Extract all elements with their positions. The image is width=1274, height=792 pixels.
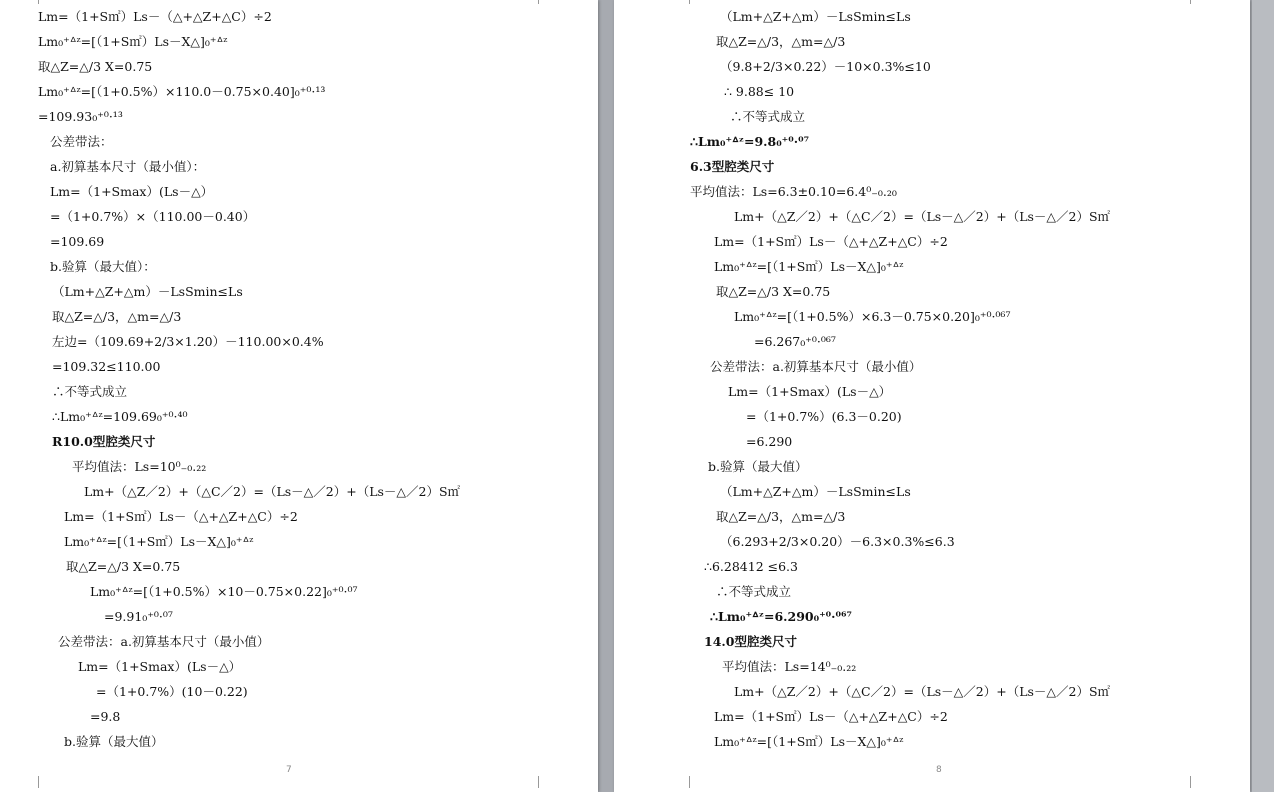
text-line: =109.69 bbox=[50, 234, 105, 249]
text-line: ∴6.28412 ≤6.3 bbox=[704, 559, 798, 574]
page-corner-mark bbox=[38, 0, 39, 4]
text-line: ∴Lm₀⁺ᐞᶻ=109.69₀⁺⁰·⁴⁰ bbox=[52, 409, 188, 424]
text-line: Lm=（1+Smax）(Ls－△） bbox=[728, 384, 892, 399]
page-number: 7 bbox=[286, 765, 292, 775]
text-line: 公差带法： bbox=[50, 134, 113, 149]
text-line: Lm+（△Z／2）+（△C／2）=（Ls－△／2）+（Ls－△／2）S㎡ bbox=[734, 209, 1111, 224]
text-line: =9.91₀⁺⁰·⁰⁷ bbox=[104, 609, 173, 624]
text-line: =6.267₀⁺⁰·⁰⁶⁷ bbox=[754, 334, 836, 349]
text-line: （Lm+△Z+△m）－LsSmin≤Ls bbox=[52, 284, 243, 299]
window-edge bbox=[1252, 0, 1274, 792]
page-corner-mark bbox=[538, 776, 539, 788]
text-line: =（1+0.7%）(6.3－0.20) bbox=[746, 409, 902, 424]
text-line: （9.8+2/3×0.22）－10×0.3%≤10 bbox=[720, 59, 931, 74]
text-line: Lm₀⁺ᐞᶻ=[（1+0.5%）×6.3－0.75×0.20]₀⁺⁰·⁰⁶⁷ bbox=[734, 309, 1011, 324]
text-line: 平均值法：Ls=6.3±0.10=6.4⁰₋₀.₂₀ bbox=[690, 184, 897, 199]
text-line: 公差带法：a.初算基本尺寸（最小值） bbox=[710, 359, 922, 374]
text-line: ∴不等式成立 bbox=[730, 109, 806, 124]
text-line: ∴不等式成立 bbox=[716, 584, 792, 599]
text-line: Lm=（1+S㎡）Ls－（△+△Z+△C）÷2 bbox=[714, 234, 948, 249]
text-line: （Lm+△Z+△m）－LsSmin≤Ls bbox=[720, 9, 911, 24]
section-heading: 6.3型腔类尺寸 bbox=[690, 159, 775, 174]
text-line: Lm=（1+Smax）(Ls－△） bbox=[78, 659, 242, 674]
text-line: （Lm+△Z+△m）－LsSmin≤Ls bbox=[720, 484, 911, 499]
text-line: （6.293+2/3×0.20）－6.3×0.3%≤6.3 bbox=[720, 534, 955, 549]
text-line: 取△Z=△/3，△m=△/3 bbox=[716, 34, 846, 49]
text-line: =（1+0.7%）(10－0.22) bbox=[96, 684, 248, 699]
text-line: Lm₀⁺ᐞᶻ=[（1+0.5%）×110.0－0.75×0.40]₀⁺⁰·¹³ bbox=[38, 84, 326, 99]
text-line: 取△Z=△/3，△m=△/3 bbox=[52, 309, 182, 324]
text-line: 取△Z=△/3，△m=△/3 bbox=[716, 509, 846, 524]
text-line: 取△Z=△/3 X=0.75 bbox=[66, 559, 181, 574]
text-line: ∴ 9.88≤ 10 bbox=[724, 84, 795, 99]
page-corner-mark bbox=[689, 776, 690, 788]
text-line: b.验算（最大值） bbox=[708, 459, 808, 474]
text-line: Lm=（1+S㎡）Ls－（△+△Z+△C）÷2 bbox=[38, 9, 272, 24]
text-line: =109.32≤110.00 bbox=[52, 359, 161, 374]
document-page-8 bbox=[614, 0, 1250, 792]
text-line: Lm₀⁺ᐞᶻ=[（1+S㎡）Ls－X△]₀⁺ᐞᶻ bbox=[714, 734, 904, 749]
text-line: 平均值法：Ls=14⁰₋₀.₂₂ bbox=[722, 659, 857, 674]
text-line: =（1+0.7%）×（110.00－0.40） bbox=[50, 209, 256, 224]
page-corner-mark bbox=[38, 776, 39, 788]
page-number: 8 bbox=[936, 765, 942, 775]
text-line: Lm+（△Z／2）+（△C／2）=（Ls－△／2）+（Ls－△／2）S㎡ bbox=[734, 684, 1111, 699]
text-line: 公差带法：a.初算基本尺寸（最小值） bbox=[58, 634, 270, 649]
document-page-7 bbox=[0, 0, 598, 792]
text-line: =6.290 bbox=[746, 434, 793, 449]
text-line: Lm₀⁺ᐞᶻ=[（1+S㎡）Ls－X△]₀⁺ᐞᶻ bbox=[714, 259, 904, 274]
text-line: b.验算（最大值）： bbox=[50, 259, 156, 274]
page-corner-mark bbox=[538, 0, 539, 4]
text-line: =9.8 bbox=[90, 709, 121, 724]
text-line: 左边=（109.69+2/3×1.20）－110.00×0.4% bbox=[52, 334, 324, 349]
page-corner-mark bbox=[689, 0, 690, 4]
result-line: ∴Lm₀⁺ᐞᶻ=6.290₀⁺⁰·⁰⁶⁷ bbox=[710, 609, 852, 624]
text-line: Lm=（1+Smax）(Ls－△） bbox=[50, 184, 214, 199]
text-line: 取△Z=△/3 X=0.75 bbox=[38, 59, 153, 74]
text-line: a.初算基本尺寸（最小值）： bbox=[50, 159, 206, 174]
text-line: 平均值法：Ls=10⁰₋₀.₂₂ bbox=[72, 459, 207, 474]
text-line: =109.93₀⁺⁰·¹³ bbox=[38, 109, 123, 124]
text-line: Lm=（1+S㎡）Ls－（△+△Z+△C）÷2 bbox=[714, 709, 948, 724]
text-line: 取△Z=△/3 X=0.75 bbox=[716, 284, 831, 299]
text-line: Lm=（1+S㎡）Ls－（△+△Z+△C）÷2 bbox=[64, 509, 298, 524]
page-corner-mark bbox=[1190, 776, 1191, 788]
text-line: Lm+（△Z／2）+（△C／2）=（Ls－△／2）+（Ls－△／2）S㎡ bbox=[84, 484, 461, 499]
text-line: Lm₀⁺ᐞᶻ=[（1+S㎡）Ls－X△]₀⁺ᐞᶻ bbox=[64, 534, 254, 549]
text-line: b.验算（最大值） bbox=[64, 734, 164, 749]
section-heading: R10.0型腔类尺寸 bbox=[52, 434, 156, 449]
text-line: ∴不等式成立 bbox=[52, 384, 128, 399]
page-corner-mark bbox=[1190, 0, 1191, 4]
text-line: Lm₀⁺ᐞᶻ=[（1+0.5%）×10－0.75×0.22]₀⁺⁰·⁰⁷ bbox=[90, 584, 358, 599]
result-line: ∴Lm₀⁺ᐞᶻ=9.8₀⁺⁰·⁰⁷ bbox=[690, 134, 810, 149]
section-heading: 14.0型腔类尺寸 bbox=[704, 634, 797, 649]
text-line: Lm₀⁺ᐞᶻ=[（1+S㎡）Ls－X△]₀⁺ᐞᶻ bbox=[38, 34, 228, 49]
